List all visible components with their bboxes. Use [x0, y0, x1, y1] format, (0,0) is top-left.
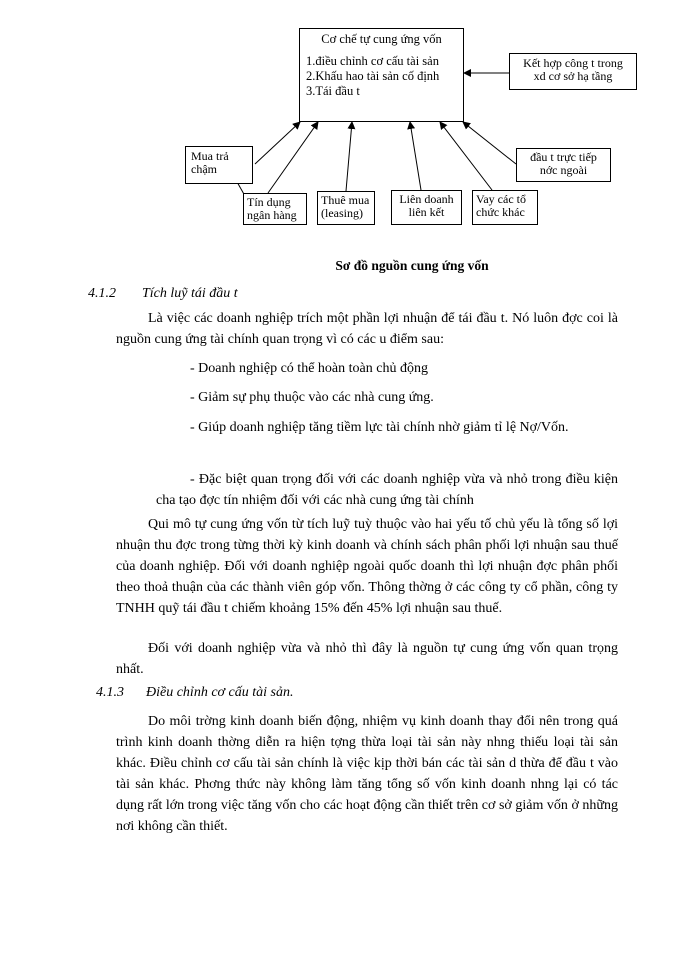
- box-vay: [472, 190, 538, 225]
- box-dau-tu-line2: nớc ngoài: [539, 163, 588, 177]
- box-vay-line1: Vay các tổ: [476, 192, 526, 206]
- arrow-vay: [440, 122, 492, 190]
- center-box-title: Cơ chế tự cung ứng vốn: [321, 32, 442, 46]
- section-412-heading: [88, 286, 238, 302]
- section-412-para1: [116, 514, 618, 619]
- center-box: [299, 28, 464, 122]
- section-412-para1-text: Qui mô tự cung ứng vốn từ tích luỹ tuỳ thuộc vào hai yếu tố chủ yếu là tổng số lợi nhuận thu đợc trong từng thời kỳ kinh doanh và chính sách phân phối lợi nhuận sau thuế của doanh nghiệp. Đối với doanh nghiệp ngoài quốc doanh thì lợi nhuận đợc phân phối theo thoả thuận của các thành viên góp vốn. Thông thờng ở các công ty cổ phần, công ty TNHH quỹ tái đầu t chiếm khoảng 15% đến 45% lợi nhuận sau thuế.: [116, 517, 618, 616]
- diagram-caption: Sơ đồ nguồn cung ứng vốn: [335, 258, 489, 273]
- center-item-3: 3.Tái đầu t: [306, 84, 360, 98]
- section-413-para: [116, 711, 618, 837]
- bullet-4: - Đặc biệt quan trọng đối với các doanh nghiệp vừa và nhỏ trong điều kiện cha tạo đợc tín nhiệm đối với các nhà cung ứng tài chính: [156, 472, 618, 508]
- box-ket-hop-line1: Kết hợp công t trong: [523, 56, 623, 70]
- bullet-2: - Giảm sự phụ thuộc vào các nhà cung ứng.: [190, 390, 434, 405]
- section-413-number: 4.1.3: [96, 685, 124, 700]
- section-412-intro-text: Là việc các doanh nghiệp trích một phần lợi nhuận để tái đầu t. Nó luôn đợc coi là nguồn cung ứng tài chính quan trọng vì có các u điểm sau:: [116, 311, 618, 347]
- section-412-title: Tích luỹ tái đầu t: [142, 286, 238, 301]
- section-412-para2-text: Đối với doanh nghiệp vừa và nhỏ thì đây là nguồn tự cung ứng vốn quan trọng nhất.: [116, 641, 618, 677]
- box-lien-doanh: [391, 190, 462, 225]
- arrow-thuemua: [346, 122, 352, 191]
- box-mua-tra-cham: [185, 146, 253, 184]
- center-item-1: 1.điều chỉnh cơ cấu tài sản: [306, 54, 439, 68]
- section-413-title: Điều chỉnh cơ cấu tài sản.: [146, 685, 294, 700]
- box-ket-hop-line2: xd cơ sở hạ tầng: [533, 69, 613, 83]
- center-item-2: 2.Khấu hao tài sản cố định: [306, 69, 440, 83]
- box-thue-mua-line2: (leasing): [321, 206, 363, 220]
- section-413-heading: [96, 685, 293, 701]
- box-tin-dung-line2: ngân hàng: [247, 208, 297, 222]
- arrow-liendoanh: [410, 122, 421, 190]
- box-thue-mua: [317, 191, 375, 225]
- box-dau-tu-line1: đầu t trực tiếp: [530, 150, 597, 164]
- box-lien-doanh-line1: Liên doanh: [399, 192, 454, 206]
- box-lien-doanh-line2: liên kết: [408, 205, 445, 219]
- box-tin-dung-line1: Tín dụng: [247, 195, 291, 209]
- section-412-para2: [116, 638, 618, 680]
- box-ket-hop: [509, 53, 637, 90]
- box-mua-tra-cham-line2: chậm: [191, 162, 217, 176]
- section-412-number: 4.1.2: [88, 286, 116, 301]
- section-412-intro: [116, 308, 618, 350]
- arrow-tindung: [268, 122, 318, 193]
- box-thue-mua-line1: Thuê mua: [321, 193, 370, 207]
- bullet-3: - Giúp doanh nghiệp tăng tiềm lực tài chính nhờ giảm tỉ lệ Nợ/Vốn.: [190, 420, 569, 435]
- section-413-para-text: Do môi trờng kinh doanh biến động, nhiệm vụ kinh doanh thay đổi nên trong quá trình kinh doanh thờng diễn ra hiện tợng thừa loại tài sản này nhng thiếu loại tài sản khác. Điều chỉnh cơ cấu tài sản chính là việc kịp thời bán các tài sản d thừa để đầu t vào tài sản khác. Phơng thức này không làm tăng tổng số vốn kinh doanh nhng lại có tác dụng rất lớn trong việc tăng vốn cho các hoạt động cần thiết trên cơ sở giảm vốn ở những nơi không cần thiết.: [116, 714, 618, 834]
- box-dau-tu-nuoc-ngoai: [516, 148, 611, 182]
- bullet-1: - Doanh nghiệp có thể hoàn toàn chủ động: [190, 361, 428, 376]
- box-tin-dung: [243, 193, 307, 225]
- arrow-dautu: [463, 122, 516, 164]
- box-mua-tra-cham-line1: Mua trả: [191, 149, 229, 163]
- box-vay-line2: chức khác: [476, 205, 525, 219]
